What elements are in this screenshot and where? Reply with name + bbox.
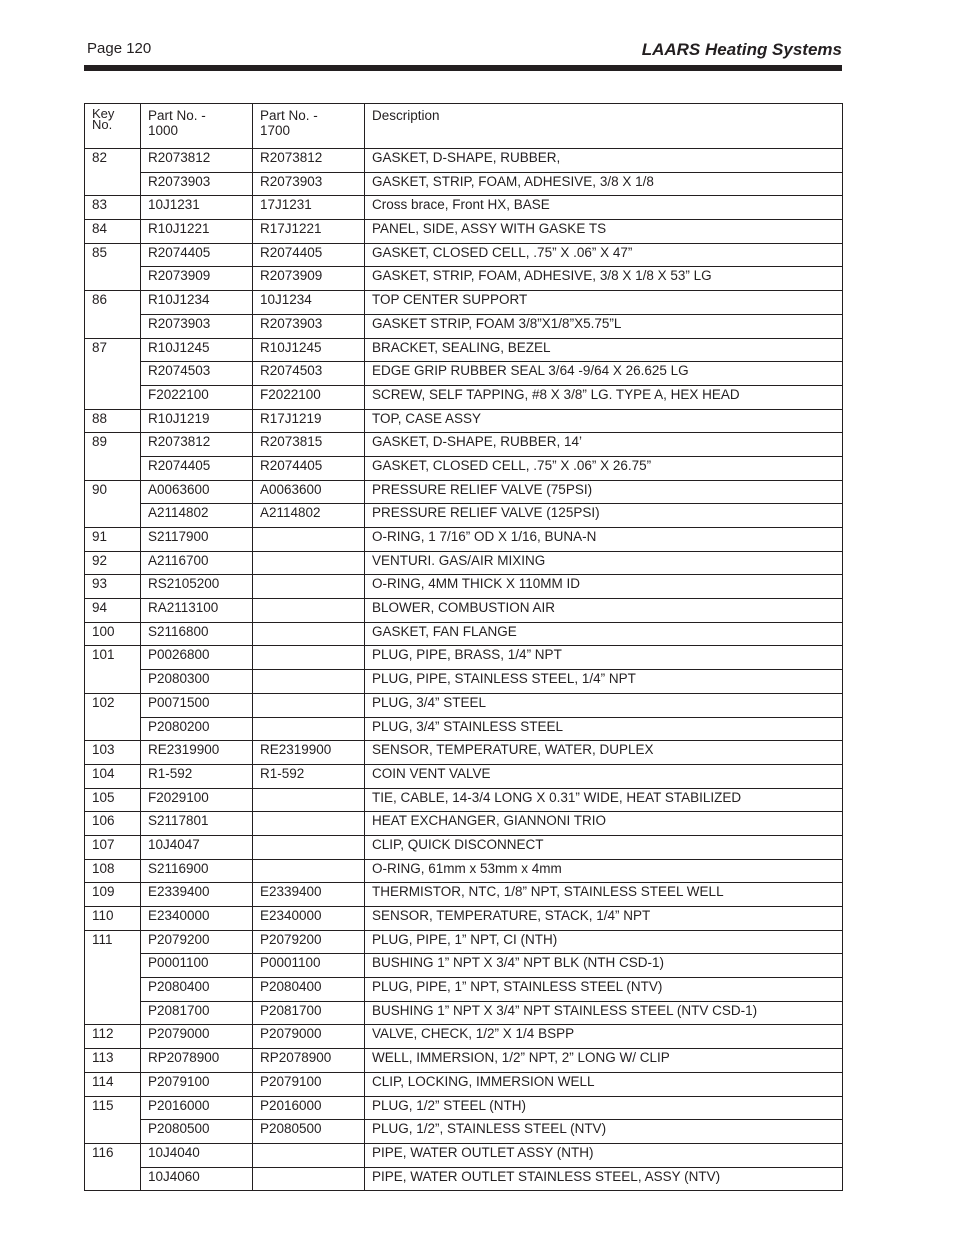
- table-row: [85, 1120, 843, 1144]
- table-row: [85, 741, 843, 765]
- part-no-1000-cell: P2080500: [141, 1120, 253, 1144]
- table-row: [85, 907, 843, 931]
- part-no-1700-cell: P0001100: [253, 954, 365, 978]
- description-cell: PLUG, 3/4” STEEL: [365, 693, 843, 717]
- part-no-1000-cell: P2081700: [141, 1001, 253, 1025]
- parts-table-header: [85, 104, 843, 149]
- part-no-1000-cell: 10J1231: [141, 196, 253, 220]
- description-cell: GASKET, STRIP, FOAM, ADHESIVE, 3/8 X 1/8 X 53” LG: [365, 267, 843, 291]
- description-cell: WELL, IMMERSION, 1/2” NPT, 2” LONG W/ CLIP: [365, 1049, 843, 1073]
- part-no-1700-cell: R2073812: [253, 149, 365, 173]
- table-row: [85, 196, 843, 220]
- table-row: [85, 409, 843, 433]
- part-no-1000-cell: R2073903: [141, 314, 253, 338]
- description-cell: GASKET, CLOSED CELL, .75” X .06” X 47”: [365, 243, 843, 267]
- part-no-1700-cell: [253, 670, 365, 694]
- part-no-1000-cell: R2074503: [141, 362, 253, 386]
- part-no-1000-cell: P2079100: [141, 1072, 253, 1096]
- key-no-cell: 89: [85, 433, 141, 480]
- description-cell: SCREW, SELF TAPPING, #8 X 3/8” LG. TYPE A, HEX HEAD: [365, 385, 843, 409]
- part-no-1700-cell: E2340000: [253, 907, 365, 931]
- description-cell: PIPE, WATER OUTLET ASSY (NTH): [365, 1143, 843, 1167]
- table-row: [85, 764, 843, 788]
- description-cell: O-RING, 4MM THICK X 110MM ID: [365, 575, 843, 599]
- description-cell: SENSOR, TEMPERATURE, STACK, 1/4” NPT: [365, 907, 843, 931]
- part-no-1700-cell: R2073815: [253, 433, 365, 457]
- key-no-cell: 115: [85, 1096, 141, 1143]
- part-no-1700-cell: R2074405: [253, 243, 365, 267]
- part-no-1000-cell: P2080400: [141, 978, 253, 1002]
- description-cell: THERMISTOR, NTC, 1/8” NPT, STAINLESS STEEL WELL: [365, 883, 843, 907]
- part-no-1700-cell: A0063600: [253, 480, 365, 504]
- key-no-cell: 82: [85, 149, 141, 196]
- description-cell: PRESSURE RELIEF VALVE (75PSI): [365, 480, 843, 504]
- part-no-1000-cell: P0001100: [141, 954, 253, 978]
- table-row: [85, 504, 843, 528]
- part-no-1700-cell: P2016000: [253, 1096, 365, 1120]
- description-cell: BUSHING 1” NPT X 3/4” NPT STAINLESS STEEL (NTV CSD-1): [365, 1001, 843, 1025]
- table-row: [85, 1167, 843, 1191]
- part-no-1700-cell: R2073909: [253, 267, 365, 291]
- table-row: [85, 930, 843, 954]
- part-no-1000-cell: S2117900: [141, 528, 253, 552]
- description-cell: O-RING, 1 7/16” OD X 1/16, BUNA-N: [365, 528, 843, 552]
- part-no-1000-cell: R1-592: [141, 764, 253, 788]
- part-no-1000-cell: 10J4047: [141, 835, 253, 859]
- description-cell: TOP CENTER SUPPORT: [365, 291, 843, 315]
- description-cell: Cross brace, Front HX, BASE: [365, 196, 843, 220]
- part-no-1700-cell: [253, 693, 365, 717]
- table-row: [85, 812, 843, 836]
- key-no-cell: 84: [85, 220, 141, 244]
- part-no-1700-cell: [253, 859, 365, 883]
- table-row: [85, 314, 843, 338]
- key-no-cell: 91: [85, 528, 141, 552]
- part-no-1000-cell: R2074405: [141, 456, 253, 480]
- description-cell: GASKET, D-SHAPE, RUBBER, 14’: [365, 433, 843, 457]
- table-row: [85, 480, 843, 504]
- brand-title: LAARS Heating Systems: [641, 40, 842, 59]
- description-cell: PLUG, 1/2” STEEL (NTH): [365, 1096, 843, 1120]
- table-row: [85, 149, 843, 173]
- part-no-1700-cell: RP2078900: [253, 1049, 365, 1073]
- table-row: [85, 551, 843, 575]
- table-row: [85, 670, 843, 694]
- part-no-1000-cell: F2029100: [141, 788, 253, 812]
- key-no-cell: 88: [85, 409, 141, 433]
- key-no-cell: 87: [85, 338, 141, 409]
- part-no-1700-cell: R17J1219: [253, 409, 365, 433]
- table-row: [85, 693, 843, 717]
- col-header-part-1700-line1: Part No. -: [260, 108, 318, 123]
- part-no-1700-cell: P2079100: [253, 1072, 365, 1096]
- key-no-cell: 86: [85, 291, 141, 338]
- description-cell: GASKET, STRIP, FOAM, ADHESIVE, 3/8 X 1/8: [365, 172, 843, 196]
- description-cell: HEAT EXCHANGER, GIANNONI TRIO: [365, 812, 843, 836]
- header-row: [85, 104, 843, 149]
- header-rule: [84, 65, 842, 71]
- key-no-cell: 100: [85, 622, 141, 646]
- part-no-1700-cell: [253, 717, 365, 741]
- description-cell: PLUG, 1/2”, STAINLESS STEEL (NTV): [365, 1120, 843, 1144]
- description-cell: CLIP, LOCKING, IMMERSION WELL: [365, 1072, 843, 1096]
- description-cell: PLUG, PIPE, STAINLESS STEEL, 1/4” NPT: [365, 670, 843, 694]
- part-no-1000-cell: S2117801: [141, 812, 253, 836]
- table-row: [85, 172, 843, 196]
- table-row: [85, 1025, 843, 1049]
- part-no-1000-cell: P2016000: [141, 1096, 253, 1120]
- table-row: [85, 954, 843, 978]
- table-row: [85, 717, 843, 741]
- key-no-cell: 101: [85, 646, 141, 693]
- description-cell: VALVE, CHECK, 1/2” X 1/4 BSPP: [365, 1025, 843, 1049]
- col-header-part-1000: [141, 104, 253, 149]
- table-row: [85, 362, 843, 386]
- table-row: [85, 385, 843, 409]
- part-no-1000-cell: R2073812: [141, 149, 253, 173]
- key-no-cell: 93: [85, 575, 141, 599]
- description-cell: PLUG, 3/4” STAINLESS STEEL: [365, 717, 843, 741]
- parts-table: [84, 103, 843, 1191]
- part-no-1000-cell: R2073812: [141, 433, 253, 457]
- key-no-cell: 105: [85, 788, 141, 812]
- part-no-1000-cell: RS2105200: [141, 575, 253, 599]
- part-no-1700-cell: [253, 528, 365, 552]
- part-no-1000-cell: R10J1221: [141, 220, 253, 244]
- part-no-1000-cell: P2080300: [141, 670, 253, 694]
- col-header-key-line2: No.: [92, 117, 113, 132]
- part-no-1000-cell: RA2113100: [141, 599, 253, 623]
- table-row: [85, 788, 843, 812]
- part-no-1700-cell: P2079000: [253, 1025, 365, 1049]
- description-cell: TOP, CASE ASSY: [365, 409, 843, 433]
- description-cell: COIN VENT VALVE: [365, 764, 843, 788]
- part-no-1000-cell: E2340000: [141, 907, 253, 931]
- table-row: [85, 1049, 843, 1073]
- table-row: [85, 622, 843, 646]
- key-no-cell: 111: [85, 930, 141, 1025]
- key-no-cell: 85: [85, 243, 141, 290]
- part-no-1700-cell: R2073903: [253, 314, 365, 338]
- description-cell: GASKET, FAN FLANGE: [365, 622, 843, 646]
- description-cell: BRACKET, SEALING, BEZEL: [365, 338, 843, 362]
- key-no-cell: 106: [85, 812, 141, 836]
- table-row: [85, 883, 843, 907]
- page-number: Page 120: [87, 40, 152, 57]
- part-no-1700-cell: [253, 1143, 365, 1167]
- part-no-1000-cell: A0063600: [141, 480, 253, 504]
- table-row: [85, 575, 843, 599]
- part-no-1000-cell: 10J4060: [141, 1167, 253, 1191]
- description-cell: BLOWER, COMBUSTION AIR: [365, 599, 843, 623]
- table-row: [85, 1096, 843, 1120]
- table-row: [85, 456, 843, 480]
- table-row: [85, 220, 843, 244]
- part-no-1700-cell: 10J1234: [253, 291, 365, 315]
- key-no-cell: 83: [85, 196, 141, 220]
- table-row: [85, 646, 843, 670]
- part-no-1000-cell: S2116900: [141, 859, 253, 883]
- part-no-1700-cell: RE2319900: [253, 741, 365, 765]
- table-row: [85, 528, 843, 552]
- part-no-1000-cell: R2073903: [141, 172, 253, 196]
- description-cell: PLUG, PIPE, 1” NPT, STAINLESS STEEL (NTV): [365, 978, 843, 1002]
- part-no-1700-cell: P2080400: [253, 978, 365, 1002]
- key-no-cell: 102: [85, 693, 141, 740]
- key-no-cell: 92: [85, 551, 141, 575]
- part-no-1700-cell: P2080500: [253, 1120, 365, 1144]
- part-no-1700-cell: [253, 835, 365, 859]
- part-no-1000-cell: R10J1234: [141, 291, 253, 315]
- table-row: [85, 267, 843, 291]
- key-no-cell: 107: [85, 835, 141, 859]
- key-no-cell: 112: [85, 1025, 141, 1049]
- description-cell: PANEL, SIDE, ASSY WITH GASKE TS: [365, 220, 843, 244]
- part-no-1700-cell: F2022100: [253, 385, 365, 409]
- key-no-cell: 114: [85, 1072, 141, 1096]
- key-no-cell: 104: [85, 764, 141, 788]
- part-no-1700-cell: R2074405: [253, 456, 365, 480]
- col-header-key-no: [85, 104, 141, 149]
- key-no-cell: 110: [85, 907, 141, 931]
- part-no-1000-cell: S2116800: [141, 622, 253, 646]
- part-no-1000-cell: RE2319900: [141, 741, 253, 765]
- part-no-1700-cell: R10J1245: [253, 338, 365, 362]
- key-no-cell: 109: [85, 883, 141, 907]
- table-row: [85, 1143, 843, 1167]
- description-cell: CLIP, QUICK DISCONNECT: [365, 835, 843, 859]
- part-no-1700-cell: R1-592: [253, 764, 365, 788]
- table-row: [85, 243, 843, 267]
- description-cell: EDGE GRIP RUBBER SEAL 3/64 -9/64 X 26.625 LG: [365, 362, 843, 386]
- key-no-cell: 94: [85, 599, 141, 623]
- table-row: [85, 835, 843, 859]
- key-no-cell: 103: [85, 741, 141, 765]
- description-cell: PRESSURE RELIEF VALVE (125PSI): [365, 504, 843, 528]
- key-no-cell: 116: [85, 1143, 141, 1190]
- part-no-1000-cell: P0026800: [141, 646, 253, 670]
- table-row: [85, 1001, 843, 1025]
- part-no-1700-cell: [253, 622, 365, 646]
- parts-table-body: [85, 149, 843, 1191]
- description-cell: PIPE, WATER OUTLET STAINLESS STEEL, ASSY (NTV): [365, 1167, 843, 1191]
- description-cell: SENSOR, TEMPERATURE, WATER, DUPLEX: [365, 741, 843, 765]
- part-no-1700-cell: P2081700: [253, 1001, 365, 1025]
- part-no-1000-cell: R2073909: [141, 267, 253, 291]
- part-no-1700-cell: [253, 575, 365, 599]
- part-no-1000-cell: R10J1219: [141, 409, 253, 433]
- key-no-cell: 108: [85, 859, 141, 883]
- key-no-cell: 113: [85, 1049, 141, 1073]
- col-header-part-1700: [253, 104, 365, 149]
- part-no-1000-cell: P2080200: [141, 717, 253, 741]
- col-header-part-1000-line2: 1000: [148, 123, 179, 138]
- part-no-1000-cell: R2074405: [141, 243, 253, 267]
- part-no-1700-cell: P2079200: [253, 930, 365, 954]
- part-no-1000-cell: F2022100: [141, 385, 253, 409]
- table-row: [85, 291, 843, 315]
- part-no-1700-cell: [253, 788, 365, 812]
- table-row: [85, 338, 843, 362]
- description-cell: TIE, CABLE, 14-3/4 LONG X 0.31” WIDE, HEAT STABILIZED: [365, 788, 843, 812]
- description-cell: VENTURI. GAS/AIR MIXING: [365, 551, 843, 575]
- table-row: [85, 433, 843, 457]
- col-header-part-1000-line1: Part No. -: [148, 108, 206, 123]
- part-no-1000-cell: A2116700: [141, 551, 253, 575]
- part-no-1000-cell: P2079000: [141, 1025, 253, 1049]
- part-no-1700-cell: [253, 1167, 365, 1191]
- description-cell: GASKET, CLOSED CELL, .75” X .06” X 26.75”: [365, 456, 843, 480]
- part-no-1000-cell: 10J4040: [141, 1143, 253, 1167]
- part-no-1700-cell: E2339400: [253, 883, 365, 907]
- description-cell: BUSHING 1” NPT X 3/4” NPT BLK (NTH CSD-1): [365, 954, 843, 978]
- col-header-description: Description: [365, 104, 843, 149]
- table-row: [85, 859, 843, 883]
- part-no-1700-cell: R2074503: [253, 362, 365, 386]
- part-no-1700-cell: [253, 599, 365, 623]
- description-cell: O-RING, 61mm x 53mm x 4mm: [365, 859, 843, 883]
- part-no-1000-cell: E2339400: [141, 883, 253, 907]
- table-row: [85, 599, 843, 623]
- part-no-1000-cell: P0071500: [141, 693, 253, 717]
- part-no-1700-cell: [253, 551, 365, 575]
- part-no-1000-cell: RP2078900: [141, 1049, 253, 1073]
- table-row: [85, 978, 843, 1002]
- part-no-1700-cell: A2114802: [253, 504, 365, 528]
- part-no-1000-cell: R10J1245: [141, 338, 253, 362]
- part-no-1700-cell: 17J1231: [253, 196, 365, 220]
- part-no-1700-cell: [253, 646, 365, 670]
- part-no-1000-cell: A2114802: [141, 504, 253, 528]
- part-no-1700-cell: R17J1221: [253, 220, 365, 244]
- col-header-key-line1: Key: [92, 106, 115, 121]
- key-no-cell: 90: [85, 480, 141, 527]
- part-no-1700-cell: [253, 812, 365, 836]
- table-row: [85, 1072, 843, 1096]
- description-cell: PLUG, PIPE, 1” NPT, CI (NTH): [365, 930, 843, 954]
- col-header-part-1700-line2: 1700: [260, 123, 291, 138]
- description-cell: GASKET STRIP, FOAM 3/8”X1/8”X5.75”L: [365, 314, 843, 338]
- part-no-1000-cell: P2079200: [141, 930, 253, 954]
- description-cell: PLUG, PIPE, BRASS, 1/4” NPT: [365, 646, 843, 670]
- part-no-1700-cell: R2073903: [253, 172, 365, 196]
- description-cell: GASKET, D-SHAPE, RUBBER,: [365, 149, 843, 173]
